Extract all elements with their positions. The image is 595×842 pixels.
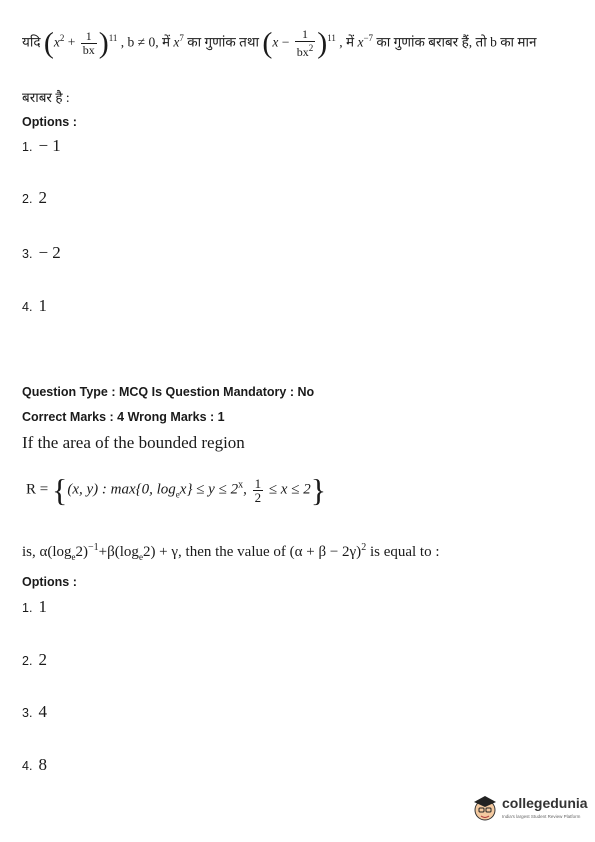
collegedunia-logo-text: collegedunia xyxy=(502,795,588,811)
q2-option-4[interactable]: 4. 8 xyxy=(22,755,47,774)
q2-option-3[interactable]: 3. 4 xyxy=(22,702,47,721)
q1-option-4[interactable]: 4. 1 xyxy=(22,296,47,315)
q1-option-3[interactable]: 3. − 2 xyxy=(22,243,61,262)
fraction-1-over-bx2: $\frac{1}{bx^2}$ xyxy=(296,27,314,59)
marks-line: Correct Marks : 4 Wrong Marks : 1 xyxy=(22,410,225,424)
question-1-line-2: बराबर है : xyxy=(22,90,70,105)
fraction-1-over-2: $\frac{1}{2}$ xyxy=(254,475,262,505)
q2-options-label: Options : xyxy=(22,575,77,589)
q1-option-1[interactable]: 1. − 1 xyxy=(22,136,61,155)
q2-option-1[interactable]: 1. 1 xyxy=(22,597,47,616)
question-1-line-1: यदि ($x^2$ + $\frac{1}{bx}$ )$^{11}$ , b ≠ 0, में $x^7$ का गुणांक तथा (x − $\frac{1}{bx^2}$ )$^{11}$ , में $x^{-7}$ का गुणांक बराबर हैं, तो b का मान xyxy=(22,26,537,60)
collegedunia-tagline: India's largest Student Review Platform xyxy=(502,814,581,819)
question-2-intro: If the area of the bounded region xyxy=(22,433,245,452)
q1-option-2[interactable]: 2. 2 xyxy=(22,188,47,207)
student-mascot-icon xyxy=(470,793,500,823)
q1-options-label: Options : xyxy=(22,115,77,129)
question-2-set-definition: R = {(x, y) : max{0, $\log_ex\} \le y \le 2^x$, $\frac{1}{2}$ ≤ x ≤ 2} xyxy=(26,472,327,508)
question-type-line: Question Type : MCQ Is Question Mandatory : No xyxy=(22,385,315,399)
q2-option-2[interactable]: 2. 2 xyxy=(22,650,47,669)
question-2-expression: is, $\alpha(\log_e2)^{-1}+\beta(\log_e2) + \gamma$, then the value of $(\alpha + \beta - 2\gamma)^2$ is equal to : xyxy=(22,542,440,562)
q1-prefix: यदि xyxy=(22,34,41,50)
fraction-1-over-bx: $\frac{1}{bx}$ xyxy=(82,29,95,57)
